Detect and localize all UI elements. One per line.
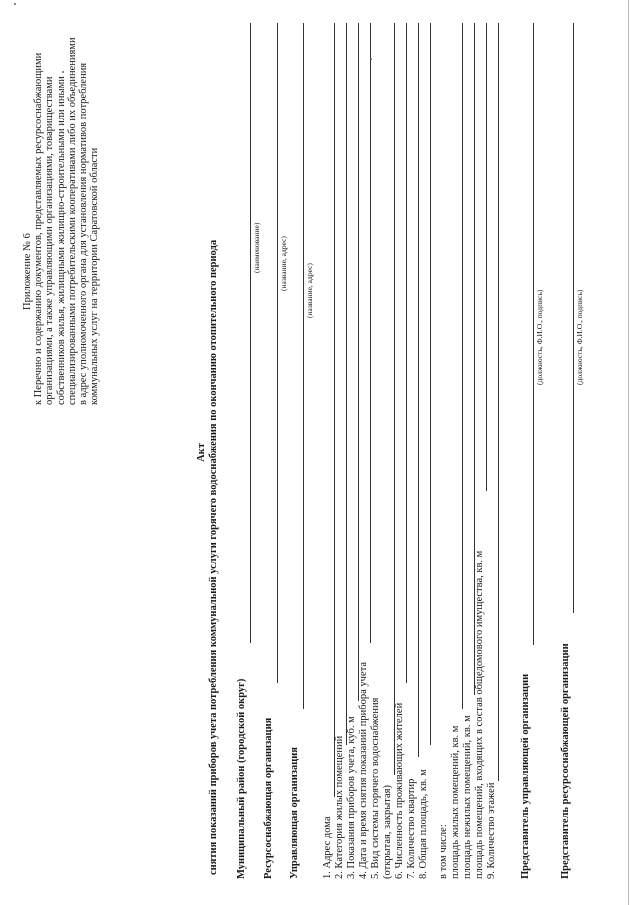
item-hot-water-system: 5. Вид системы горячего водоснабжения [370,697,381,879]
resource-rep-caption: (должность, Ф.И.О., подпись) [575,289,584,385]
management-rep-caption: (должность, Ф.И.О., подпись) [535,289,544,385]
residential-area-field[interactable] [462,23,463,709]
appendix-line: специализированными потребительскими кооперативами либо их объединениями [66,37,78,405]
resource-org-caption: (название, адрес) [279,236,288,291]
item-total-area: 8. Общая площадь, кв. м [418,769,429,879]
item-meter-readings: 3. Показания приборов учета, куб. м [346,716,357,879]
appendix-line: в адрес уполномоченного органа для установления нормативов потребления [78,62,90,405]
item-hot-water-system-note: (открытая, закрытая) [382,785,393,879]
management-rep-label: Представитель управляющей организации [520,673,531,879]
resource-rep-field[interactable] [573,23,574,613]
item-category: 2. Категория жилых помещений [334,735,345,879]
appendix-line: организациями, а также управляющими организациями, товариществами [44,76,56,405]
resource-rep-label: Представитель ресурсоснабжающей организации [560,643,571,879]
floors-field[interactable] [498,23,499,781]
act-subtitle: снятия показаний приборов учета потребления коммунальной услуги горячего водоснабжения по окончанию отопительного периода [208,239,219,875]
management-org-caption: (название, адрес) [305,263,314,318]
municipal-district-label: Муниципальный район (городской округ) [236,678,247,879]
appendix-heading: Приложение № 6 [22,233,33,310]
scan-speck [62,71,64,73]
appendix-line: к Перечню и содержанию документов, представляемых ресурсоснабжающими [33,52,45,405]
total-area-field[interactable] [430,23,431,745]
item-residents: 6. Численность проживающих жителей [394,702,405,879]
apartments-field[interactable] [418,23,419,757]
item-residential-area: площадь жилых помещений, кв. м [450,725,461,879]
item-including: в том числе: [438,824,449,879]
item-nonresidential-area: площадь нежилых помещений, кв. м [462,715,473,879]
item-floors: 9. Количество этажей [486,782,497,879]
management-org-label: Управляющая организация [289,747,300,879]
residents-field[interactable] [406,23,407,683]
item-common-area: площадь помещений, входящих в состав общедомового имущества, кв. м [474,550,485,879]
scan-speck [370,58,372,60]
scan-edge-line [628,0,629,905]
act-title: Акт [196,443,207,462]
appendix-block [22,25,100,405]
item-address: 1. Адрес дома [322,816,333,879]
common-area-field[interactable] [486,23,487,491]
appendix-line: коммунальных услуг на территории Саратовской области [89,147,101,405]
municipal-district-field[interactable] [250,23,251,643]
resource-org-label: Ресурсоснабжающая организация [263,717,274,879]
municipal-district-caption: (наименование) [252,222,261,273]
hot-water-system-field[interactable] [394,23,395,775]
category-field[interactable] [346,23,347,745]
resource-org-field[interactable] [277,23,278,683]
appendix-line: собственников жилья, жилищными жилищно-строительными или иными [55,76,67,405]
item-apartments: 7. Количество квартир [406,778,417,879]
scan-speck [14,3,16,5]
management-org-field[interactable] [303,23,304,709]
reading-datetime-field[interactable] [370,23,371,643]
management-rep-field[interactable] [533,23,534,645]
meter-readings-field[interactable] [358,23,359,701]
address-field[interactable] [334,23,335,797]
item-reading-datetime: 4. Дата и время снятия показаний прибора учета [358,662,369,879]
